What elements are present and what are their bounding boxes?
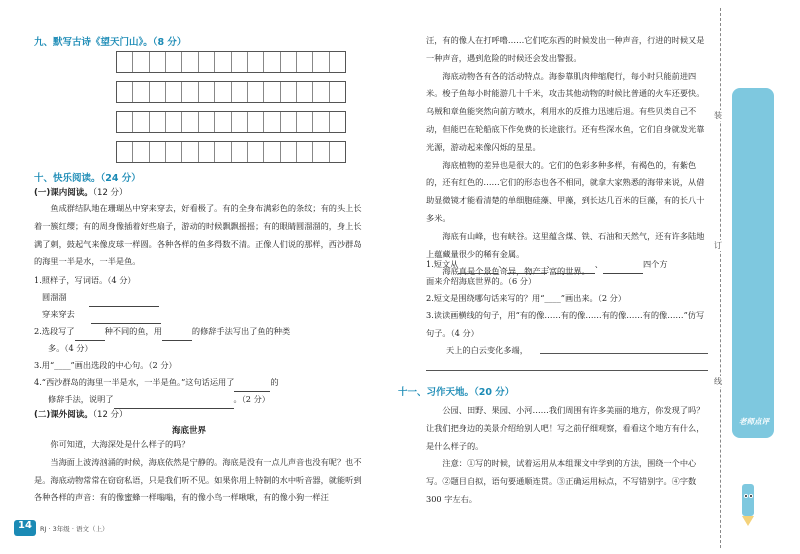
q10-heading (34, 170, 141, 184)
pq1-d: 、 (594, 259, 603, 269)
partA-q2 (34, 323, 290, 341)
partA-q4 (34, 374, 279, 392)
q2-text-c: 的修辞手法写出了鱼的种类 (191, 326, 291, 336)
continuation-paragraph: 海底有山峰，也有峡谷。这里蕴含煤、铁、石油和天然气，还有许多陆地上蕴藏量很少的稀有金属。 (426, 230, 705, 259)
continuation-paragraph: 海底植物的差异也是很大的。它们的色彩多种多样，有褐色的，有紫色的，还有红色的……它们的形态也各不相同，就拿大家熟悉的海带来说，从借助显微镜才能看清楚的单细胞硅藻、甲藻，到长达几百米的巨藻，有的长八十多米。 (426, 159, 705, 223)
partB-q2: 2.短文是围绕哪句话来写的？用“____”画出来。（2 分） (426, 293, 627, 303)
partB-q1 (426, 256, 668, 274)
q10-partA-heading (34, 186, 128, 198)
q10-title: 十、快乐阅读。 (34, 173, 101, 184)
partB-score: （12 分） (92, 410, 128, 420)
cut-label: 装 (714, 111, 722, 120)
partA-q2-cont: 多。（4 分） (48, 343, 93, 353)
writing-grid-row[interactable] (116, 141, 346, 163)
continuation-paragraph: 汪，有的像人在打呼噜……它们吃东西的时候发出一种声音，行进的时候又是一种声音，遇到危险的时候还会发出警报。 (426, 35, 705, 63)
writing-grid-row[interactable] (116, 51, 346, 73)
partA-paragraph: 鱼成群结队地在珊瑚丛中穿来穿去，好看极了。有的全身布满彩色的条纹；有的头上长着一簇红缨；有的周身像插着好些扇子，游动的时候飘飘摇摇；有的眼睛圆溜溜的，身上长满了刺，鼓起气来像皮球一样圆。各种各样的鱼多得数不清。正像人们说的那样，西沙群岛的海里一半是水，一半是鱼。 (34, 203, 362, 267)
writing-grid-row[interactable] (116, 111, 346, 133)
continuation-paragraph: 海底真是个景色奇异，物产丰富的世界。 (442, 266, 590, 277)
partB-passage (34, 436, 364, 507)
partB-title: (二)课外阅读。 (34, 410, 93, 420)
cut-label: 线 (714, 377, 722, 386)
partA-q1: 1.照样子，写词语。（4 分） (34, 275, 136, 285)
answer-line[interactable] (426, 370, 708, 371)
continuation-paragraph: 海底动物各有各的活动特点。海参靠肌肉伸缩爬行，每小时只能前进四米。梭子鱼每小时能游几十千米，攻击其他动物的时候比普通的火车还要快。乌贼和章鱼能突然向前方喷水，利用水的反推力迅速后退。有些贝类自己不动，但能巴在轮船底下作免费的长途旅行。还有些深水鱼，它们自身就发光靠光源，游动起来像闪烁的星星。 (426, 70, 705, 152)
q9-heading (34, 34, 186, 48)
answer-blank[interactable] (507, 263, 547, 274)
partA-q4-cont (48, 391, 270, 409)
q9-score: （8 分） (152, 37, 187, 48)
q9-title: 九、默写古诗《望天门山》。 (34, 37, 153, 48)
q4-text-a: 4.“西沙群岛的海里一半是水，一半是鱼。”这句话运用了 (34, 377, 235, 387)
answer-blank[interactable] (458, 263, 498, 274)
prompt-paragraph: 公园、田野、果园、小河……我们周围有许多美丽的地方，你发现了吗？让我们把身边的美景介绍给别人吧！写之前仔细观察，看看这个地方有什么，是什么样子的。 (426, 405, 705, 451)
q2-text-b: 种不同的鱼，用 (104, 326, 162, 336)
cut-label: 订 (714, 241, 722, 250)
q11-score: （20 分） (474, 387, 515, 398)
q10-score: （24 分） (100, 173, 141, 184)
partB-continuation (426, 32, 708, 281)
page-number: 14 (14, 520, 36, 536)
article-title: 海底世界 (172, 426, 207, 436)
pq1-e: 四个方 (642, 259, 668, 269)
partA-q1-line2 (42, 306, 161, 324)
pq1-a: 1.短文从 (426, 259, 459, 269)
answer-blank[interactable] (162, 330, 192, 341)
answer-blank[interactable] (75, 330, 105, 341)
answer-line[interactable] (540, 353, 708, 354)
partB-paragraph: 你可知道，大海深处是什么样子的吗？ (50, 439, 190, 449)
answer-blank[interactable] (234, 381, 270, 392)
sample-word-1: 圆溜溜 (42, 292, 67, 302)
q11-heading (398, 384, 514, 398)
q2-text-a: 2.选段写了 (34, 326, 75, 336)
q11-title: 十一、习作天地。 (398, 387, 475, 398)
sample-word-2: 穿来穿去 (42, 309, 75, 319)
footer-text: RJ · 3年级 · 语文（上） (40, 525, 109, 533)
partB-q3-sample: 天上的白云变化多端， (446, 345, 528, 355)
answer-blank[interactable] (114, 398, 234, 409)
teacher-comment-label: 老师点评 (739, 417, 769, 426)
answer-blank[interactable] (555, 263, 595, 274)
q4-text-b: 的 (270, 377, 279, 387)
teacher-comment-panel[interactable] (732, 88, 774, 438)
pencil-mascot-icon (730, 480, 766, 530)
partA-passage (34, 200, 364, 271)
q4-text-d: 。（2 分） (233, 394, 270, 404)
partA-q3: 3.用“____”画出选段的中心句。（2 分） (34, 360, 177, 370)
answer-blank[interactable] (91, 313, 161, 324)
pq1-b: 、 (498, 259, 507, 269)
answer-blank[interactable] (89, 296, 159, 307)
binding-cut-line (720, 8, 721, 548)
partA-score: （12 分） (92, 188, 128, 198)
answer-blank[interactable] (603, 263, 643, 274)
partB-paragraph: 当海面上波涛汹涌的时候，海底依然是宁静的。海底是没有一点儿声音也没有呢？也不是。海底动物常常在窃窃私语，只是我们听不见。如果你用上特制的水中听音器，就能听到各种各样的声音：有的像蜜蜂一样嗡嗡，有的像小鸟一样啾啾，有的像小狗一样汪 (34, 456, 362, 503)
q10-partB-heading (34, 408, 128, 420)
partB-q3 (426, 307, 708, 343)
partA-q1-line1 (42, 289, 159, 307)
writing-grid-row[interactable] (116, 81, 346, 103)
partA-title: (一)课内阅读。 (34, 188, 93, 198)
q4-text-c: 修辞手法，说明了 (48, 394, 114, 404)
pq1-c: 、 (546, 259, 555, 269)
q11-prompt (426, 402, 708, 509)
q3-text: 3.读读画横线的句子，用“有的像……有的像……有的像……有的像……”仿写句子。（4 分） (426, 310, 705, 338)
partB-q1-cont: 面来介绍海底世界的。（6 分） (426, 276, 537, 286)
prompt-paragraph: 注意：①写的时候，试着运用从本组课文中学到的方法，围绕一个中心写。②题目自拟，语句要通顺连贯。③正确运用标点，不写错别字。④字数 300 字左右。 (426, 458, 697, 504)
